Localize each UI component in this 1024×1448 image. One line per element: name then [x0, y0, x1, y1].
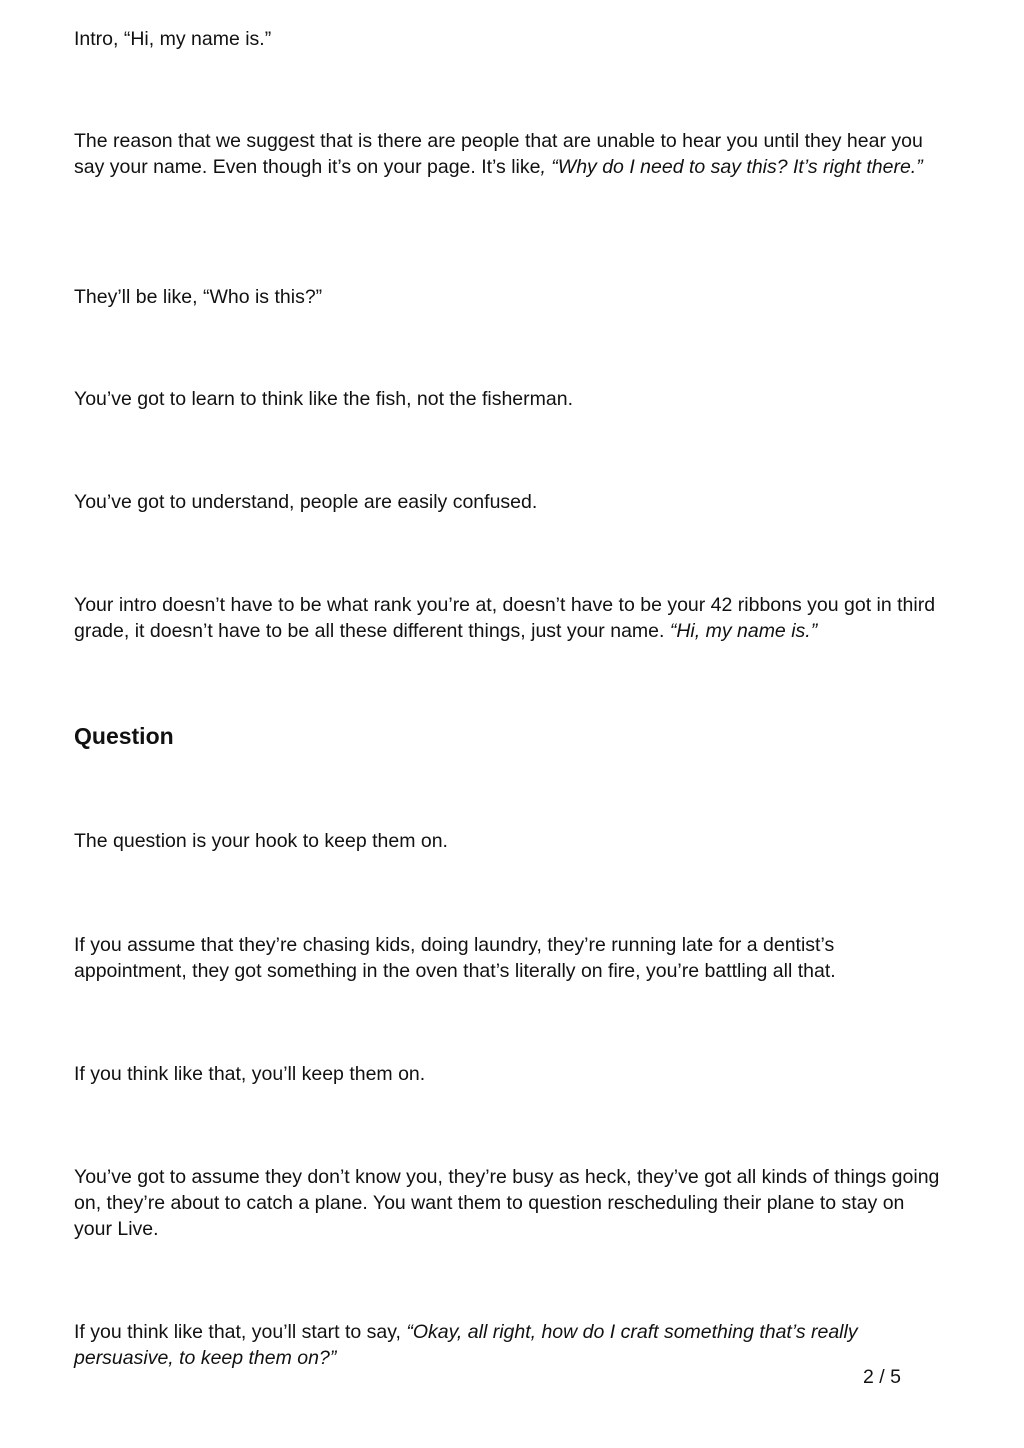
paragraph-text: You’ve got to learn to think like the fish, not the fisherman.: [74, 388, 573, 410]
paragraph-text: If you think like that, you’ll keep them on.: [74, 1063, 426, 1085]
paragraph-italic: “Okay, all right, how do I craft something that’s really persuasive, to keep them on?”: [74, 1321, 858, 1369]
paragraph-intro: [74, 26, 944, 52]
section-heading-question: Question: [74, 723, 174, 749]
paragraph-assume: [74, 932, 944, 984]
paragraph-text: You’ve got to assume they don’t know you, they’re busy as heck, they’ve got all kinds of things going on, they’re about to catch a plane. You want them to question rescheduling their plane to stay on your Live.: [74, 1166, 940, 1240]
paragraph-reason: [74, 128, 944, 180]
page-number: 2 / 5: [863, 1366, 901, 1388]
paragraph-who: [74, 284, 944, 310]
paragraph-start-to-say: [74, 1319, 944, 1371]
paragraph-keep-on: [74, 1061, 944, 1087]
paragraph-text: If you think like that, you’ll start to say,: [74, 1321, 407, 1343]
paragraph-text: You’ve got to understand, people are easily confused.: [74, 491, 538, 513]
paragraph-text: Intro, “Hi, my name is.”: [74, 28, 272, 50]
paragraph-text: If you assume that they’re chasing kids, doing laundry, they’re running late for a dentist’s appointment, they got something in the oven that’s literally on fire, you’re battling all that.: [74, 934, 836, 982]
paragraph-busy: [74, 1164, 944, 1242]
paragraph-your-intro: [74, 592, 944, 644]
paragraph-text: Your intro doesn’t have to be what rank you’re at, doesn’t have to be your 42 ribbons you got in third grade, it doesn’t have to be all these different things, just your name.: [74, 594, 936, 642]
paragraph-confused: [74, 489, 944, 515]
paragraph-italic: , “Why do I need to say this? It’s right there.”: [540, 156, 923, 178]
paragraph-text: They’ll be like, “Who is this?”: [74, 286, 323, 308]
paragraph-fish: [74, 386, 944, 412]
paragraph-hook: [74, 828, 944, 854]
paragraph-text: The reason that we suggest that is there are people that are unable to hear you until they hear you say your name. Even though it’s on your page. It’s like: [74, 130, 923, 178]
paragraph-italic: “Hi, my name is.”: [669, 620, 818, 642]
paragraph-text: The question is your hook to keep them on.: [74, 830, 448, 852]
